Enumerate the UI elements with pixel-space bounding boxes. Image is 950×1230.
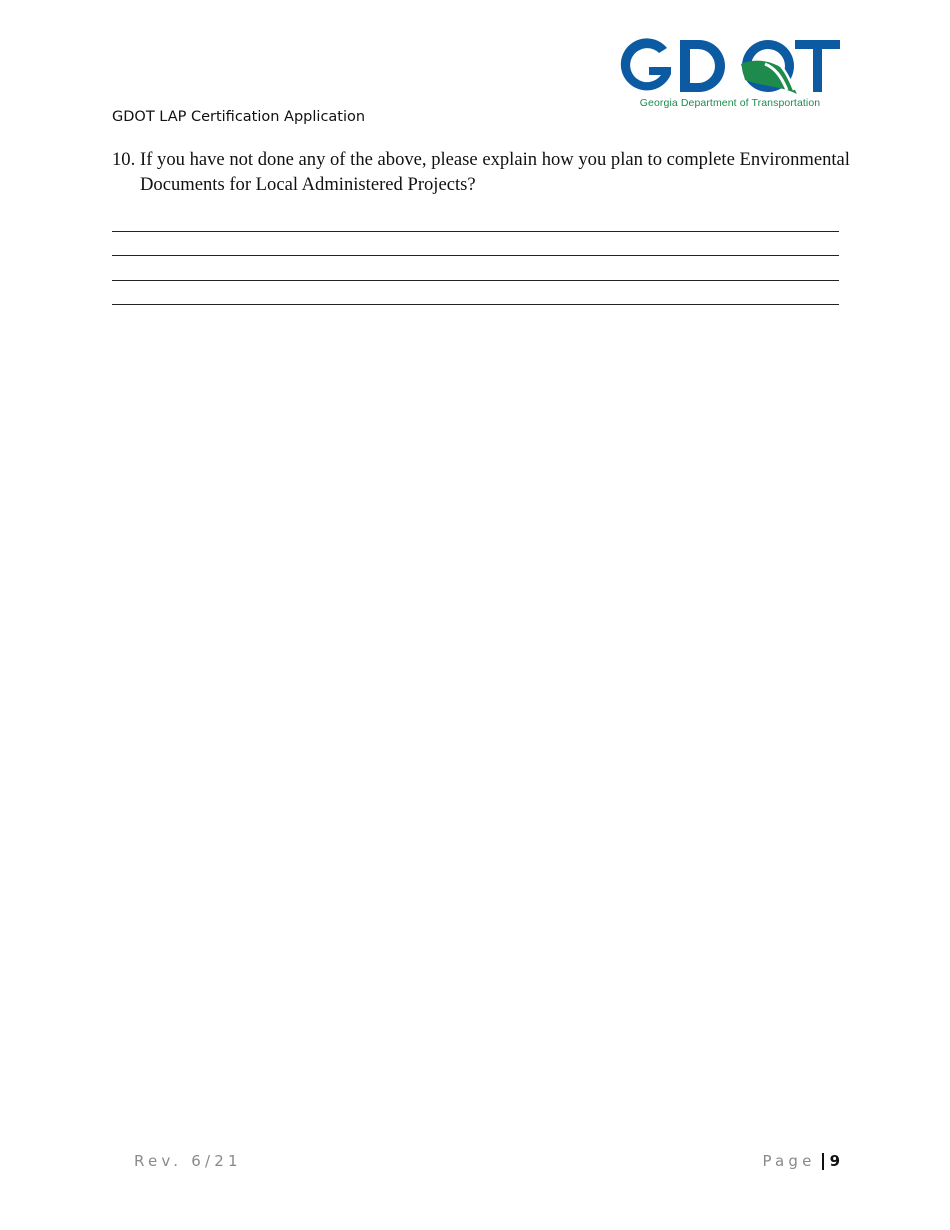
document-header-title: GDOT LAP Certification Application — [112, 109, 366, 125]
gdot-logo-mark — [619, 34, 841, 98]
logo-subtitle: Georgia Department of Transportation — [639, 97, 821, 109]
page-number: 9 — [829, 1152, 840, 1170]
question-10 — [112, 147, 850, 197]
answer-line[interactable] — [112, 231, 839, 232]
answer-line[interactable] — [112, 280, 839, 281]
page-label: Page — [762, 1152, 816, 1170]
question-number: 10. — [112, 149, 136, 170]
page-separator — [822, 1153, 824, 1170]
question-text-line-2: Documents for Local Administered Projects? — [140, 174, 476, 195]
question-line-1 — [112, 147, 850, 172]
answer-area[interactable] — [112, 231, 839, 328]
answer-line[interactable] — [112, 304, 839, 305]
revision-label: Rev. 6/21 — [134, 1152, 242, 1170]
question-text-line-1: If you have not done any of the above, please explain how you plan to complete Environmental — [140, 149, 850, 170]
page-number-block — [762, 1152, 840, 1170]
gdot-logo — [619, 34, 841, 112]
answer-line[interactable] — [112, 255, 839, 256]
